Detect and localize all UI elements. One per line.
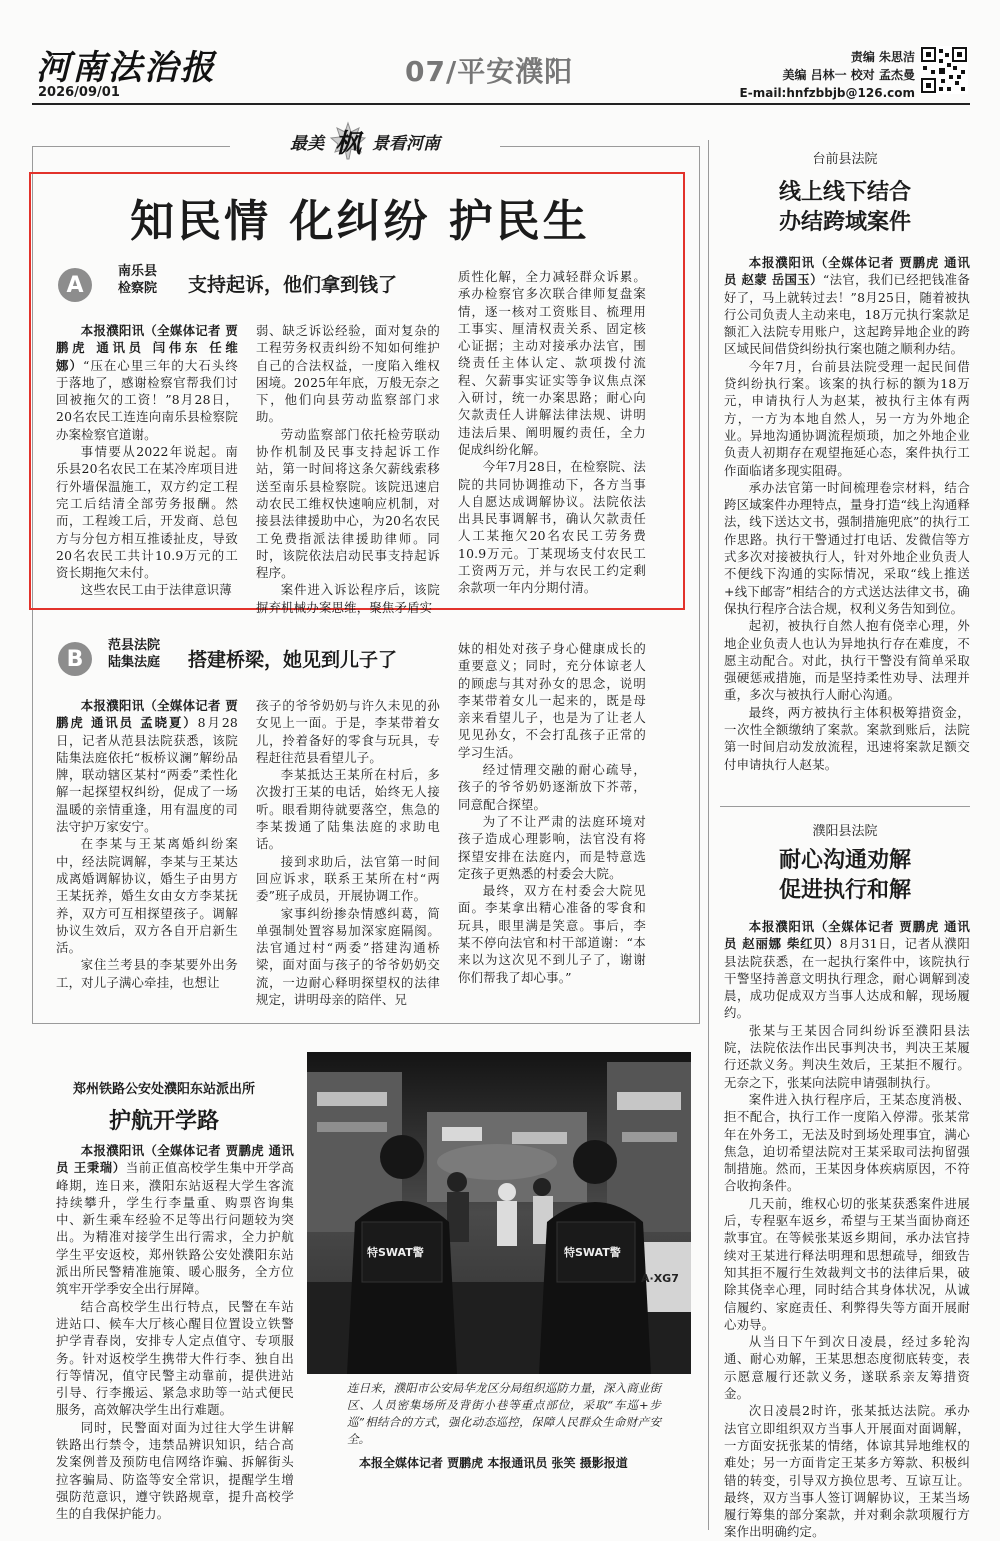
side-1-org: 台前县法院	[812, 152, 878, 167]
story-c-body	[56, 1142, 294, 1523]
story-a-para: 事情要从2022年说起。南乐县20名农民工在某冷库项目进行外墙保温施工，双方约定工程完工后结清全部劳务报酬。然而，工程竣工后，开发商、总包方与分包方相互推诿扯皮，导致20名农民工共计10.9万元的工资长期拖欠未付。	[56, 444, 238, 581]
vest-label-left: 特SWAT警	[367, 1246, 424, 1259]
side-1-byline: 本报濮阳讯（全媒体记者 贾鹏虎 通讯员 赵蒙 岳国玉）	[724, 255, 970, 288]
sidebar-rule	[720, 806, 970, 807]
story-a-org-line1: 南乐县	[118, 264, 158, 279]
story-a-col2	[256, 322, 440, 616]
story-b-org-line2: 陆集法庭	[108, 655, 161, 670]
story-b-para: 妹的相处对孩子身心健康成长的重要意义；同时，充分体谅老人的顾虑与其对孙女的思念，说明李某带着女儿一起来的，既是母亲来看望儿子，也是为了让老人见见孙女，不会打乱孩子正常的学习生活。	[458, 641, 646, 760]
story-a-para: 这些农民工由于法律意识薄	[80, 582, 232, 598]
story-b-para: 孩子的爷爷奶奶与许久未见的孙女见上一面。于是，李某带着女儿，拎着备好的零食与玩具，专程赶往范县看望儿子。	[256, 698, 440, 765]
page-title: 07/平安濮阳	[405, 55, 574, 88]
side-1-title	[720, 178, 970, 238]
side-2-para: 从当日下午到次日凌晨，经过多轮沟通、耐心劝解，王某思想态度彻底转变，表示愿意履行还款义务，遂联系亲友筹措资金。	[724, 1334, 970, 1402]
side-1-para: 承办法官第一时间梳理卷宗材料，结合跨区域案件办理特点，量身打造“线上沟通释法，线下送达文书，强制措施兜底”的执行工作思路。执行干警通过打电话、发微信等方式多次对接被执行人，针对外地企业负责人不便线下沟通的实际情况，采取“线上推送+线下邮寄”相结合的方式送达法律文书，确保执行程序合法合规，权利义务告知到位。	[724, 479, 970, 616]
side-1-para: 今年7月，台前县法院受理一起民间借贷纠纷执行案。该案的执行标的额为18万元，申请执行人为赵某，被执行主体有两方，一方为本地自然人，另一方为外地企业。异地沟通协调流程烦琐，加之外地企业负责人初期存在观望拖延心态，案件执行工作面临诸多现实阻碍。	[724, 358, 970, 478]
story-a-org	[118, 263, 157, 297]
side-2-org: 濮阳县法院	[812, 824, 878, 839]
side-2-para: 次日凌晨2时许，张某抵达法院。承办法官立即组织双方当事人开展面对面调解，一方面安抚张某的情绪，体谅其异地维权的难处；另一方面肯定王某多方筹款、积极纠错的转变，引导双方换位思考、互谅互让。最终，双方当事人签订调解协议，王某当场履行筹集的部分案款，并对剩余款项履行方案作出明确约定。	[724, 1403, 970, 1540]
side-1-para: 最终，两方被执行主体积极筹措资金，一次性全额缴纳了案款。案款到账后，法院第一时间启动发放流程，迅速将案款足额交付申请执行人赵某。	[724, 704, 970, 772]
banner-tag-mid: 枫	[334, 128, 361, 159]
side-1-body	[724, 254, 970, 773]
story-b-para: 接到求助后，法官第一时间回应诉求，联系王某所在村“两委”班子成员，开展协调工作。	[256, 853, 440, 904]
editor-line-2: 美编 吕林一 校对 孟杰曼	[782, 68, 915, 82]
editor-credits	[690, 48, 915, 102]
story-a-para: 本报濮阳讯（全媒体记者 贾鹏虎 通讯员 闫伟东 任维娜）“压在心里三年的大石头终于落地了，感谢检察官帮我们讨回被拖欠的工资！”8月28日，20名农民工连连向南乐县检察院办案检察官道谢。	[56, 323, 238, 442]
story-b-badge: B	[58, 642, 92, 676]
side-2-para: 几天前，维权心切的张某获悉案件进展后，专程驱车返乡，希望与王某当面协商还款事宜。在等候张某返乡期间，承办法官持续对王某进行释法明理和思想疏导，细致告知其拒不履行生效裁判文书的法律后果，破除其侥幸心理，同时结合其身体状况，从诚信履约、家庭责任、利弊得失等方面开展耐心劝导。	[724, 1195, 970, 1332]
license-plate: A·XG7	[641, 1272, 679, 1285]
sidebar-divider	[708, 140, 709, 1530]
story-b-col1	[56, 697, 238, 991]
story-a-org-line2: 检察院	[118, 281, 158, 296]
header-rule	[32, 103, 970, 105]
vest-label-right: 特SWAT警	[564, 1246, 621, 1259]
story-b-para: 本报濮阳讯（全媒体记者 贾鹏虎 通讯员 孟晓夏）8月28日，记者从范县法院获悉，该院陆集法庭依托“板桥议澜”解纷品牌，联动辖区某村“两委”柔性化解一起探望权纠纷，促成了一场温暖的亲情重逢，用有温度的司法守护万家安宁。	[56, 698, 239, 835]
story-a-para: 劳动监察部门依托检劳联动协作机制及民事支持起诉工作站，第一时间将这条欠薪线索移送至南乐县检察院。该院迅速启动农民工维权快速响应机制，对接县法律援助中心，为20名农民工免费指派法律援助律师。同时，该院依法启动民事支持起诉程序。	[256, 426, 440, 581]
photo-caption-box	[307, 1380, 691, 1471]
photo-caption: 连日来，濮阳市公安局华龙区分局组织巡防力量，深入商业街区、人员密集场所及背街小巷等重点部位，采取“车巡+步巡”相结合的方式，强化动态巡控，保障人民群众生命财产安全。	[347, 1381, 661, 1446]
story-c-title: 护航开学路	[108, 1109, 219, 1134]
story-b-para: 家事纠纷掺杂情感纠葛，简单强制处置容易加深家庭隔阂。法官通过村“两委”搭建沟通桥梁，面对面与孩子的爷爷奶奶交流，一边耐心释明探望权的法律规定，讲明母亲的陪伴、兄	[256, 905, 440, 1008]
side-2-para: 张某与王某因合同纠纷诉至濮阳县法院，法院依法作出民事判决书，判决王某履行还款义务。判决生效后，王某拒不履行。无奈之下，张某向法院申请强制执行。	[724, 1022, 970, 1090]
side-1-title-line1: 线上线下结合	[778, 180, 911, 205]
story-b-org-line1: 范县法院	[108, 638, 161, 653]
banner-tag-left: 最美	[290, 133, 324, 154]
story-a-title: 支持起诉，他们拿到钱了	[188, 274, 398, 296]
story-b-para: 为了不让严肃的法庭环境对孩子造成心理影响，法官没有将探望安排在法庭内，而是特意选定孩子更熟悉的村委会大院。	[458, 813, 646, 881]
story-c-org: 郑州铁路公安处濮阳东站派出所	[72, 1082, 255, 1097]
story-b-org	[108, 637, 160, 671]
banner-tag-right: 景看河南	[372, 133, 440, 154]
banner-tag	[230, 117, 500, 165]
news-photo[interactable]	[307, 1052, 691, 1374]
side-1-para: 起初，被执行自然人抱有侥幸心理，外地企业负责人也认为异地执行存在难度，不愿主动配合。对此，执行干警没有简单采取强硬惩戒措施，而是坚持柔性劝导、法理并重，多次与被执行人耐心沟通。	[724, 618, 970, 703]
side-2-byline: 本报濮阳讯（全媒体记者 贾鹏虎 通讯员 赵丽娜 柴红贝）	[724, 919, 970, 952]
editor-email[interactable]: E-mail:hnfzbbjb@126.com	[739, 86, 915, 100]
story-b-para: 家住兰考县的李某要外出务工，对儿子满心牵挂，也想让	[56, 957, 238, 990]
story-a-para: 弱、缺乏诉讼经验，面对复杂的工程劳务权责纠纷不知如何维护自己的合法权益，一度陷入维权困境。2025年年底，万般无奈之下，他们向县劳动监察部门求助。	[256, 323, 440, 425]
story-b-para: 李某抵达王某所在村后，多次拨打王某的电话，始终无人接听。眼看期待就要落空，焦急的李某拨通了陆集法庭的求助电话。	[256, 767, 440, 852]
story-a-para: 质性化解，全力减轻群众诉累。承办检察官多次联合律师复盘案情，逐一核对工资账目、梳理用工事实、厘清权责关系、固定核心证据；主动对接承办法官，围绕责任主体认定、款项拨付流程、欠薪事实证实等争议焦点深入研讨，统一办案思路；耐心向欠款责任人讲解法律法规、讲明违法后果、阐明履约责任，全力促成纠纷化解。	[458, 269, 646, 457]
editor-line-1: 责编 朱思洁	[850, 50, 915, 64]
story-c-para: 同时，民警面对面为过往大学生讲解铁路出行禁令，违禁品辨识知识，结合高发案例普及预防电信网络诈骗、拆解街头拉客骗局、防盗等安全常识，提醒学生增强防范意识，遵守铁路规章，提升高校学生的自我保护能力。	[56, 1419, 294, 1522]
side-2-para: 案件进入执行程序后，王某态度消极、拒不配合，执行工作一度陷入停滞。张某常年在外务工，无法及时到场处理事宜，满心焦急，迫切希望法院对王某采取司法拘留强制措施。然而，王某因身体疾病原因，不符合收拘条件。	[724, 1091, 970, 1194]
story-b-para: 经过情理交融的耐心疏导，孩子的爷爷奶奶逐渐放下芥蒂，同意配合探望。	[458, 762, 646, 812]
story-b-col3	[458, 640, 646, 986]
side-2-title-line1: 耐心沟通劝解	[778, 848, 911, 873]
story-b-col2	[256, 697, 440, 1008]
story-c-byline: 本报濮阳讯（全媒体记者 贾鹏虎 通讯员 王秉瑞）	[56, 1143, 294, 1176]
feature-headline: 知民情 化纠纷 护民生	[130, 196, 590, 247]
story-b-para: 最终，双方在村委会大院见面。李某拿出精心准备的零食和玩具，眼里满是笑意。事后，李某不停向法官和村干部道谢：“本来以为这次见不到儿子了，谢谢你们帮我了却心事。”	[458, 883, 646, 985]
story-c-para: 结合高校学生出行特点，民警在车站进站口、候车大厅核心醒目位置设立铁警护学青春岗，安排专人定点值守、专项服务。针对返校学生携带大件行李、独自出行等情况，值守民警主动靠前，提供进站引导、行李搬运、紧急求助等一站式便民服务，高效解决学生出行难题。	[56, 1298, 294, 1418]
paper-logo: 河南法治报	[36, 48, 216, 88]
story-a-col3	[458, 268, 646, 597]
side-2-para: 本报濮阳讯（全媒体记者 贾鹏虎 通讯员 赵丽娜 柴红贝）8月31日，记者从濮阳县法院获悉，在一起执行案件中，该院执行干警坚持善意文明执行理念，耐心调解到凌晨，成功促成双方当事人达成和解，现场履约。	[724, 919, 970, 1021]
story-b-para: 在李某与王某离婚纠纷案中，经法院调解，李某与王某达成离婚调解协议，婚生子由男方王某抚养，婚生女由女方李某抚养，双方可互相探望孩子。调解协议生效后，双方各自开启新生活。	[56, 836, 238, 956]
issue-date: 2026/09/01	[38, 85, 120, 100]
maple-leaf-icon	[327, 120, 369, 162]
story-b-title: 搭建桥梁，她见到儿子了	[188, 649, 398, 671]
story-a-para: 今年7月28日，在检察院、法院的共同协调推动下，各方当事人自愿达成调解协议。法院依法出具民事调解书，确认欠款责任人工某拖欠20名农民工劳务费10.9万元。丁某现场支付农民工工资两万元，并与农民工约定剩余款项一年内分期付清。	[458, 459, 646, 596]
story-b-byline: 本报濮阳讯（全媒体记者 贾鹏虎 通讯员 孟晓夏）	[56, 698, 238, 731]
qr-code-icon[interactable]	[920, 46, 968, 94]
story-a-col1	[56, 322, 238, 599]
photo-credit: 本报全媒体记者 贾鹏虎 本报通讯员 张笑 摄影报道	[359, 1456, 628, 1470]
side-1-title-line2: 办结跨域案件	[778, 210, 911, 235]
side-2-title	[720, 846, 970, 906]
story-c-para: 本报濮阳讯（全媒体记者 贾鹏虎 通讯员 王秉瑞）当前正值高校学生集中开学高峰期，连日来，濮阳东站返程大学生客流持续攀升，学生行李量重、购票咨询集中、新生乘车经验不足等出行问题较为突出。为精准对接学生出行需求，全力护航学生平安返校，郑州铁路公安处濮阳东站派出所民警精准施策、暖心服务，全方位筑牢开学季安全出行屏障。	[56, 1143, 294, 1297]
story-a-badge: A	[58, 268, 92, 302]
story-a-byline: 本报濮阳讯（全媒体记者 贾鹏虎 通讯员 闫伟东 任维娜）	[56, 323, 238, 373]
side-1-para: 本报濮阳讯（全媒体记者 贾鹏虎 通讯员 赵蒙 岳国玉）“法官，我们已经把钱准备好了，马上就转过去！”8月25日，随着被执行公司负责人主动来电，18万元执行案款足额汇入法院专用账户，这起跨异地企业的跨区域民间借贷纠纷执行案也随之顺利办结。	[724, 255, 970, 357]
side-2-body	[724, 918, 970, 1541]
story-a-para: 案件进入诉讼程序后，该院摒弃机械办案思维，聚焦矛盾实	[256, 582, 440, 615]
side-2-title-line2: 促进执行和解	[778, 878, 911, 903]
